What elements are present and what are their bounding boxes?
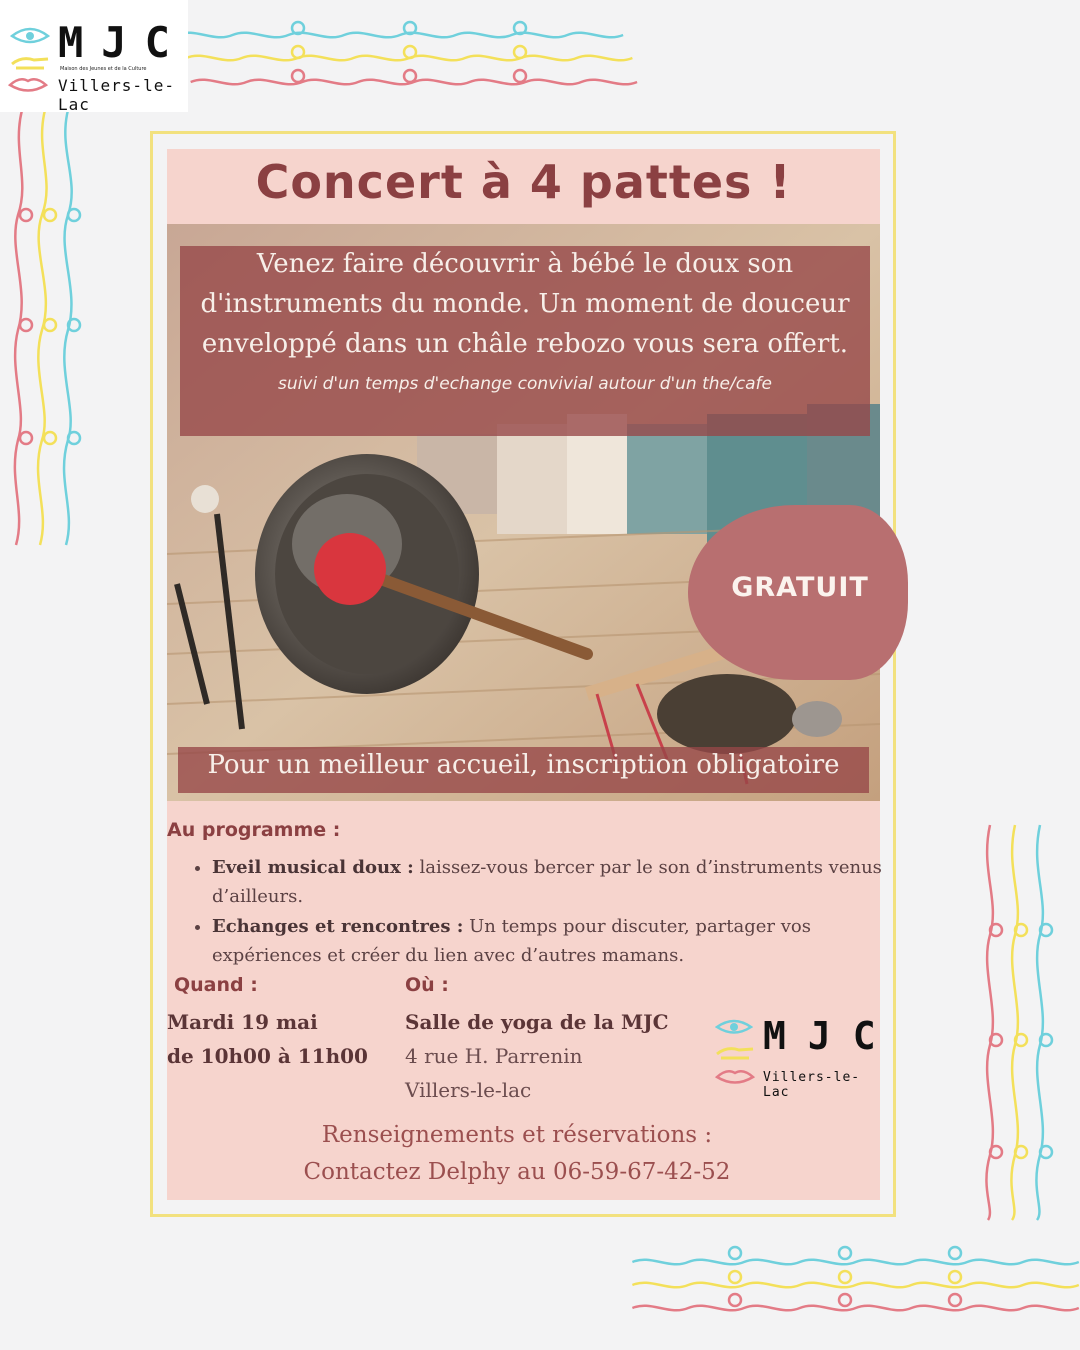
list-item <box>212 912 892 970</box>
when-date: Mardi 19 mai <box>167 1010 318 1034</box>
intro-text: Venez faire découvrir à bébé le doux son d'instruments du monde. Un moment de douceur enveloppé dans un châle rebozo vous sera offert. <box>200 249 850 359</box>
logo-letters: MJC <box>763 1014 898 1058</box>
where-city: Villers-le-lac <box>405 1078 532 1102</box>
lips-icon <box>715 1068 755 1086</box>
programme-item-label: Eveil musical doux : <box>212 857 414 878</box>
gratuit-label: GRATUIT <box>731 572 869 603</box>
where-heading: Où : <box>405 974 449 996</box>
lips-icon <box>8 76 48 94</box>
poster-title: Concert à 4 pattes ! <box>255 155 792 209</box>
where-place: Salle de yoga de la MJC <box>405 1010 669 1034</box>
hand-icon <box>715 1042 755 1062</box>
programme-list <box>190 853 892 971</box>
eye-icon <box>10 26 50 46</box>
programme-item-text: Un temps pour discuter, partager vos expériences et créer du lien avec d’autres mamans. <box>212 916 811 966</box>
list-item <box>212 853 892 911</box>
programme-item-label: Echanges et rencontres : <box>212 916 464 937</box>
when-time: de 10h00 à 11h00 <box>167 1044 368 1068</box>
mjc-logo-small <box>713 1010 898 1100</box>
where-address: 4 rue H. Parrenin <box>405 1044 583 1068</box>
intro-subtext: suivi d'un temps d'echange convivial autour d'un the/cafe <box>278 374 772 394</box>
mjc-logo-top <box>0 0 188 112</box>
programme-heading: Au programme : <box>167 819 341 841</box>
contact-line-2: Contactez Delphy au 06-59-67-42-52 <box>303 1159 731 1185</box>
signup-text: Pour un meilleur accueil, inscription obligatoire <box>207 750 840 780</box>
right-swirls <box>986 825 1052 1220</box>
top-swirls <box>177 22 637 84</box>
logo-town: Villers-le-Lac <box>763 1070 861 1100</box>
contact-block <box>167 1117 867 1191</box>
when-heading: Quand : <box>174 974 258 996</box>
logo-subtitle: Maison des Jeunes et de la Culture <box>60 66 147 72</box>
logo-town: Villers-le-Lac <box>58 76 175 114</box>
contact-line-1: Renseignements et réservations : <box>321 1122 713 1148</box>
programme-item-text: laissez-vous bercer par le son d’instruments venus d’ailleurs. <box>212 857 882 907</box>
left-swirls <box>15 110 80 545</box>
eye-icon <box>715 1018 753 1036</box>
logo-letters: MJC <box>58 18 188 67</box>
bottom-swirls <box>632 1247 1078 1310</box>
hand-icon <box>10 52 50 72</box>
